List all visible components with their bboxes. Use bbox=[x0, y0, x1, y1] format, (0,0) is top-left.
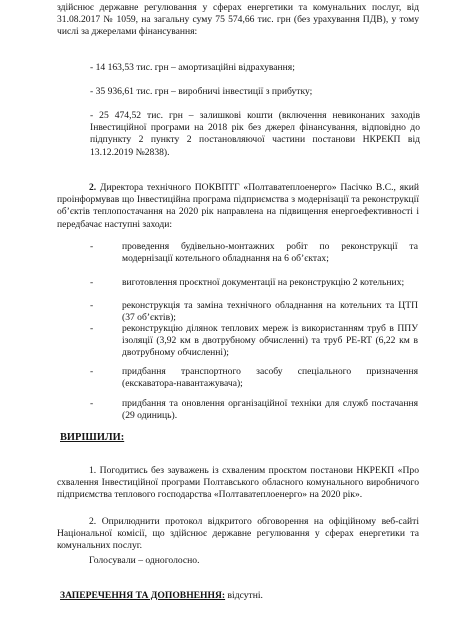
decision-item: 1. Погодитись без зауважень із схваленим проєктом постанови НКРЕКП «Про схвалення Інвестиційної програми Полтавського обласного комунального виробничого підприємства теплового господарства «Полтаватеплоенерго» на 2020 рік». bbox=[57, 465, 419, 501]
dash-marker: - bbox=[90, 366, 94, 377]
dash-marker: - bbox=[90, 398, 94, 409]
decision-item: 2. Оприлюднити протокол відкритого обговорення на офіційному веб-сайті Національної комісії, що здійснює державне регулювання у сферах енергетики та комунальних послуг. bbox=[57, 516, 419, 552]
vote-result: Голосували – одноголосно. bbox=[89, 555, 200, 566]
decided-heading: ВИРІШИЛИ: bbox=[60, 432, 125, 443]
item-2-text: Директора технічного ПОКВПТГ «Полтаватеплоенерго» Пасічко В.С., який проінформував що Інвестиційна програма підприємства з модернізації та реконструкції об’єктів теплопостачання на 2020 рік направлена на підвищення енергоефективності і передбачає наступні заходи: bbox=[57, 182, 419, 230]
measure-item: проведення будівельно-монтажних робіт по реконструкції та модернізації котельного обладнання на 6 об’єктах; bbox=[122, 241, 418, 265]
measure-item: виготовлення проєктної документації на реконструкцію 2 котельних; bbox=[122, 277, 405, 288]
item-2-paragraph bbox=[57, 182, 419, 231]
objections-label: ЗАПЕРЕЧЕННЯ ТА ДОПОВНЕННЯ: bbox=[60, 590, 226, 601]
funding-item: - 14 163,53 тис. грн – амортизаційні відрахування; bbox=[90, 62, 295, 73]
objections-line bbox=[60, 590, 422, 602]
dash-marker: - bbox=[90, 241, 94, 252]
measure-item: придбання та оновлення організаційної техніки для служб постачання (29 одиниць). bbox=[122, 398, 418, 422]
item-2-number: 2. bbox=[89, 182, 97, 193]
funding-item: - 35 936,61 тис. грн – виробничі інвестиції з прибутку; bbox=[90, 86, 313, 97]
dash-marker: - bbox=[90, 323, 94, 334]
dash-marker: - bbox=[90, 277, 94, 288]
measure-item: реконструкцію ділянок теплових мереж із використанням труб в ППУ ізоляції (3,92 км в двотрубному обчисленні) та труб PE-RT (6,22 км в двотрубному обчисленні); bbox=[122, 323, 418, 359]
measure-item: реконструкція та заміна технічного обладнання на котельних та ЦТП (37 об’єктів); bbox=[122, 300, 418, 324]
intro-paragraph: здійснює державне регулювання у сферах енергетики та комунальних послуг, від 31.08.2017 № 1059, на загальну суму 75 574,66 тис. грн (без урахування ПДВ), у тому числі за джерелами фінансування: bbox=[57, 2, 419, 38]
dash-marker: - bbox=[90, 300, 94, 311]
funding-item: - 25 474,52 тис. грн – залишкові кошти (включення невиконаних заходів Інвестиційної програми на 2018 рік без джерел фінансування, відповідно до підпункту 2 пункту 2 постановляючої частини постанови НКРЕКП від 13.12.2019 №2838). bbox=[90, 110, 420, 158]
objections-value: відсутні. bbox=[225, 590, 263, 601]
measure-item: придбання транспортного засобу спеціального призначення (екскаватора-навантажувача); bbox=[122, 366, 418, 390]
